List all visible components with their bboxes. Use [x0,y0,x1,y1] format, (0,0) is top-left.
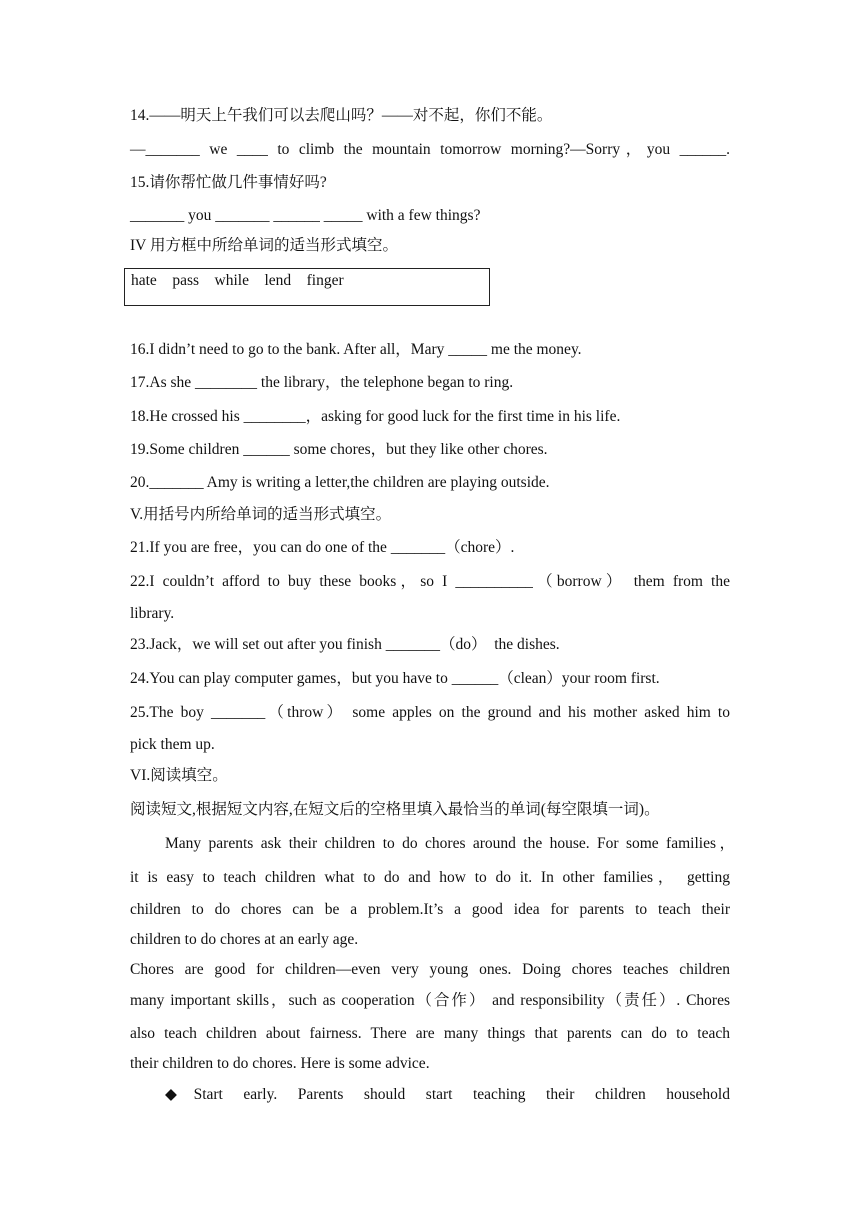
question-22-line-2: library. [130,605,175,622]
question-15-prompt: 15.请你帮忙做几件事情好吗? [130,174,327,191]
question-17: 17.As she ________ the library，the telephone began to ring. [130,374,514,391]
word-bank-words: hate pass while lend finger [131,272,344,289]
section-5-title: V.用括号内所给单词的适当形式填空。 [130,506,392,523]
section-4-title: IV 用方框中所给单词的适当形式填空。 [130,237,398,254]
question-25-line-1: 25.The boy _______（throw） some apples on the ground and his mother asked him to [130,704,730,721]
word-bank-box [124,268,490,306]
question-14-answer-line: —_______ we ____ to climb the mountain tomorrow morning?—Sorry，you ______. [130,141,730,158]
question-23: 23.Jack，we will set out after you finish _______（do） the dishes. [130,636,560,653]
question-25-line-2: pick them up. [130,736,215,753]
question-15-answer-line: _______ you _______ ______ _____ with a few things? [130,207,481,224]
section-6-title: VI.阅读填空。 [130,767,228,784]
passage-paragraph-2-line-4: their children to do chores. Here is some advice. [130,1055,430,1072]
question-14-prompt: 14.——明天上午我们可以去爬山吗？——对不起，你们不能。 [130,107,553,124]
passage-paragraph-2-line-2: many important skills，such as cooperation（合作） and responsibility（责任）. Chores [130,992,730,1009]
question-22-line-1: 22.I couldn’t afford to buy these books，so I __________（borrow） them from the [130,573,730,590]
passage-paragraph-1-line-1: Many parents ask their children to do chores around the house. For some families， [165,835,735,852]
question-24: 24.You can play computer games，but you have to ______（clean）your room first. [130,670,660,687]
passage-paragraph-3-line-1: ◆Start early. Parents should start teaching their children household [165,1086,730,1103]
passage-paragraph-1-line-4: children to do chores at an early age. [130,931,359,948]
question-20: 20._______ Amy is writing a letter,the children are playing outside. [130,474,550,491]
question-21: 21.If you are free，you can do one of the _______（chore）. [130,539,515,556]
question-16: 16.I didn’t need to go to the bank. After all，Mary _____ me the money. [130,341,582,358]
passage-paragraph-1-line-3: children to do chores can be a problem.It’s a good idea for parents to teach their [130,901,730,918]
passage-paragraph-1-line-2: it is easy to teach children what to do and how to do it. In other families， getting [130,869,730,886]
question-19: 19.Some children ______ some chores，but they like other chores. [130,441,548,458]
section-6-instruction: 阅读短文,根据短文内容,在短文后的空格里填入最恰当的单词(每空限填一词)。 [130,801,660,818]
passage-paragraph-2-line-3: also teach children about fairness. There are many things that parents can do to teach [130,1025,730,1042]
passage-paragraph-2-line-1: Chores are good for children—even very young ones. Doing chores teaches children [130,961,730,978]
question-18: 18.He crossed his ________，asking for good luck for the first time in his life. [130,408,621,425]
